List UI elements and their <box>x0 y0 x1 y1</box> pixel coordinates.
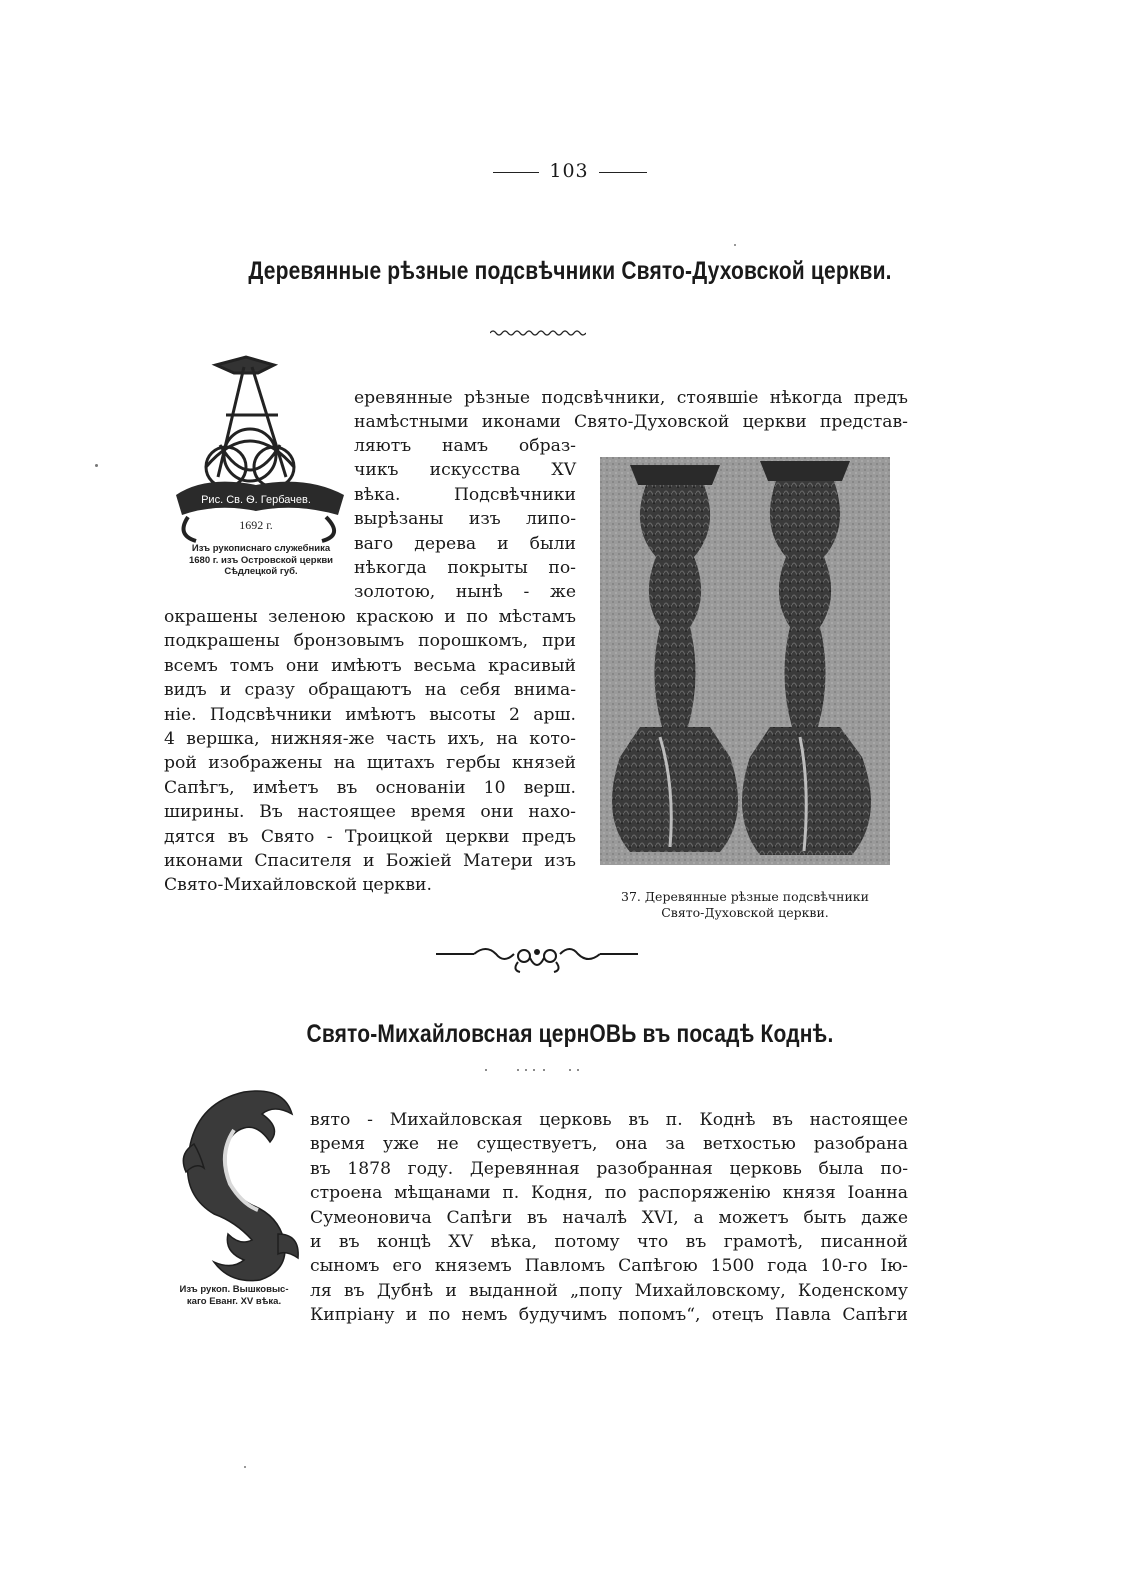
text-line: золотою, нынѣ - же <box>354 582 576 603</box>
text-line: вято - Михайловская церковь въ п. Коднѣ въ настоящее <box>310 1110 908 1130</box>
paragraph-1-top <box>354 386 908 435</box>
initial-caption-1-line: Изъ рукописнаго служебника <box>191 543 331 554</box>
photo-caption-line: 37. Деревянные рѣзные подсвѣчники <box>621 889 869 904</box>
text-line: время уже не существуетъ, она за ветхостью разобрана <box>310 1134 908 1155</box>
text-line: окрашены зеленою краскою и по мѣстамъ <box>164 607 576 627</box>
text-line: ширины. Въ настоящее время они нахо- <box>164 802 576 823</box>
text-line: Сапѣгъ, имѣетъ въ основаніи 10 верш. <box>164 777 576 798</box>
initial-letter-s-ornament <box>174 1084 306 1284</box>
text-line: намѣстными иконами Свято-Духовской церкви представ- <box>354 412 908 433</box>
text-line: рой изображены на щитахъ гербы князей <box>164 753 576 774</box>
paper-speck <box>244 1466 246 1468</box>
initial-inscription-name: Рис. Св. Ѳ. Гербачев. <box>201 494 311 506</box>
text-line: видъ и сразу обращаютъ на себя внима- <box>164 680 576 701</box>
text-line: 4 вершка, нижняя-же часть ихъ, на кото- <box>164 728 576 749</box>
page-number-text: 103 <box>549 160 589 182</box>
page-number <box>0 160 1140 182</box>
text-line: строена мѣщанами п. Кодня, по распоряженію князя Іоанна <box>310 1183 908 1204</box>
text-line: иконами Спасителя и Божіей Матери изъ <box>164 850 576 871</box>
text-line: чикъ искусства XV <box>354 460 576 481</box>
text-line: ваго дерева и были <box>354 533 576 554</box>
initial-letter-d-ornament <box>166 345 356 545</box>
paragraph-1-bottom <box>164 605 576 898</box>
initial-caption-2-line: каго Еванг. XV вѣка. <box>186 1295 282 1307</box>
initial-caption-2-line: Изъ рукоп. Вышковыс- <box>179 1284 289 1295</box>
text-line: Свято-Михайловской церкви. <box>164 875 432 896</box>
paragraph-1-narrow <box>354 434 576 605</box>
paper-speck <box>95 464 98 467</box>
text-line: въ 1878 году. Деревянная разобранная церковь была по- <box>310 1158 908 1179</box>
candlesticks-photo <box>600 457 890 865</box>
initial-caption-1 <box>168 543 354 578</box>
text-line: вѣка. Подсвѣчники <box>354 484 576 505</box>
paragraph-2 <box>310 1108 908 1328</box>
section-divider-ornament <box>434 940 640 976</box>
text-line: нѣкогда покрыты по- <box>354 557 576 578</box>
text-line: еревянные рѣзные подсвѣчники, стоявшіе нѣкогда предъ <box>354 388 908 408</box>
section-title-candlesticks: Деревянные рѣзные подсвѣчники Свято-Духовской церкви. <box>248 257 892 285</box>
page-number-rule-right <box>599 172 647 173</box>
text-line: ля въ Дубнѣ и выданной „попу Михайловскому, Коденскому <box>310 1280 908 1301</box>
initial-caption-1-line: 1680 г. изъ Островской церкви <box>188 554 334 566</box>
text-line: и въ концѣ XV вѣка, потому что въ грамотѣ, писанной <box>310 1231 908 1252</box>
paper-speck <box>734 244 736 246</box>
page-number-rule-left <box>493 172 539 173</box>
initial-caption-2 <box>163 1284 305 1307</box>
text-line: сыномъ его княземъ Павломъ Сапѣгою 1500 года 10-го Ію- <box>310 1256 908 1277</box>
text-line: дятся въ Свято - Троицкой церкви предъ <box>164 826 576 847</box>
text-line: всемъ томъ они имѣютъ весьма красивый <box>164 655 576 676</box>
title-dots-ornament <box>484 1066 584 1074</box>
initial-caption-1-line: Сѣдлецкой губ. <box>224 566 298 577</box>
text-line: Кипріану и по немъ будучимъ попомъ“, отецъ Павла Сапѣги <box>310 1305 908 1326</box>
text-line: вырѣзаны изъ липо- <box>354 509 576 530</box>
text-line: ляютъ намъ образ- <box>354 436 576 456</box>
text-line: подкрашены бронзовымъ порошкомъ, при <box>164 631 576 652</box>
initial-inscription-year: 1692 г. <box>239 518 273 532</box>
text-line: Сумеоновича Сапѣги въ началѣ XVI, а можетъ быть даже <box>310 1207 908 1228</box>
photo-caption <box>590 889 900 921</box>
section-title-michael-church: Свято-Михайловсная цернОВЬ въ посадѣ Коднѣ. <box>306 1020 834 1048</box>
text-line: ніе. Подсвѣчники имѣютъ высоты 2 арш. <box>164 704 576 725</box>
title-squiggle-ornament <box>490 328 586 338</box>
photo-caption-line: Свято-Духовской церкви. <box>661 905 829 920</box>
